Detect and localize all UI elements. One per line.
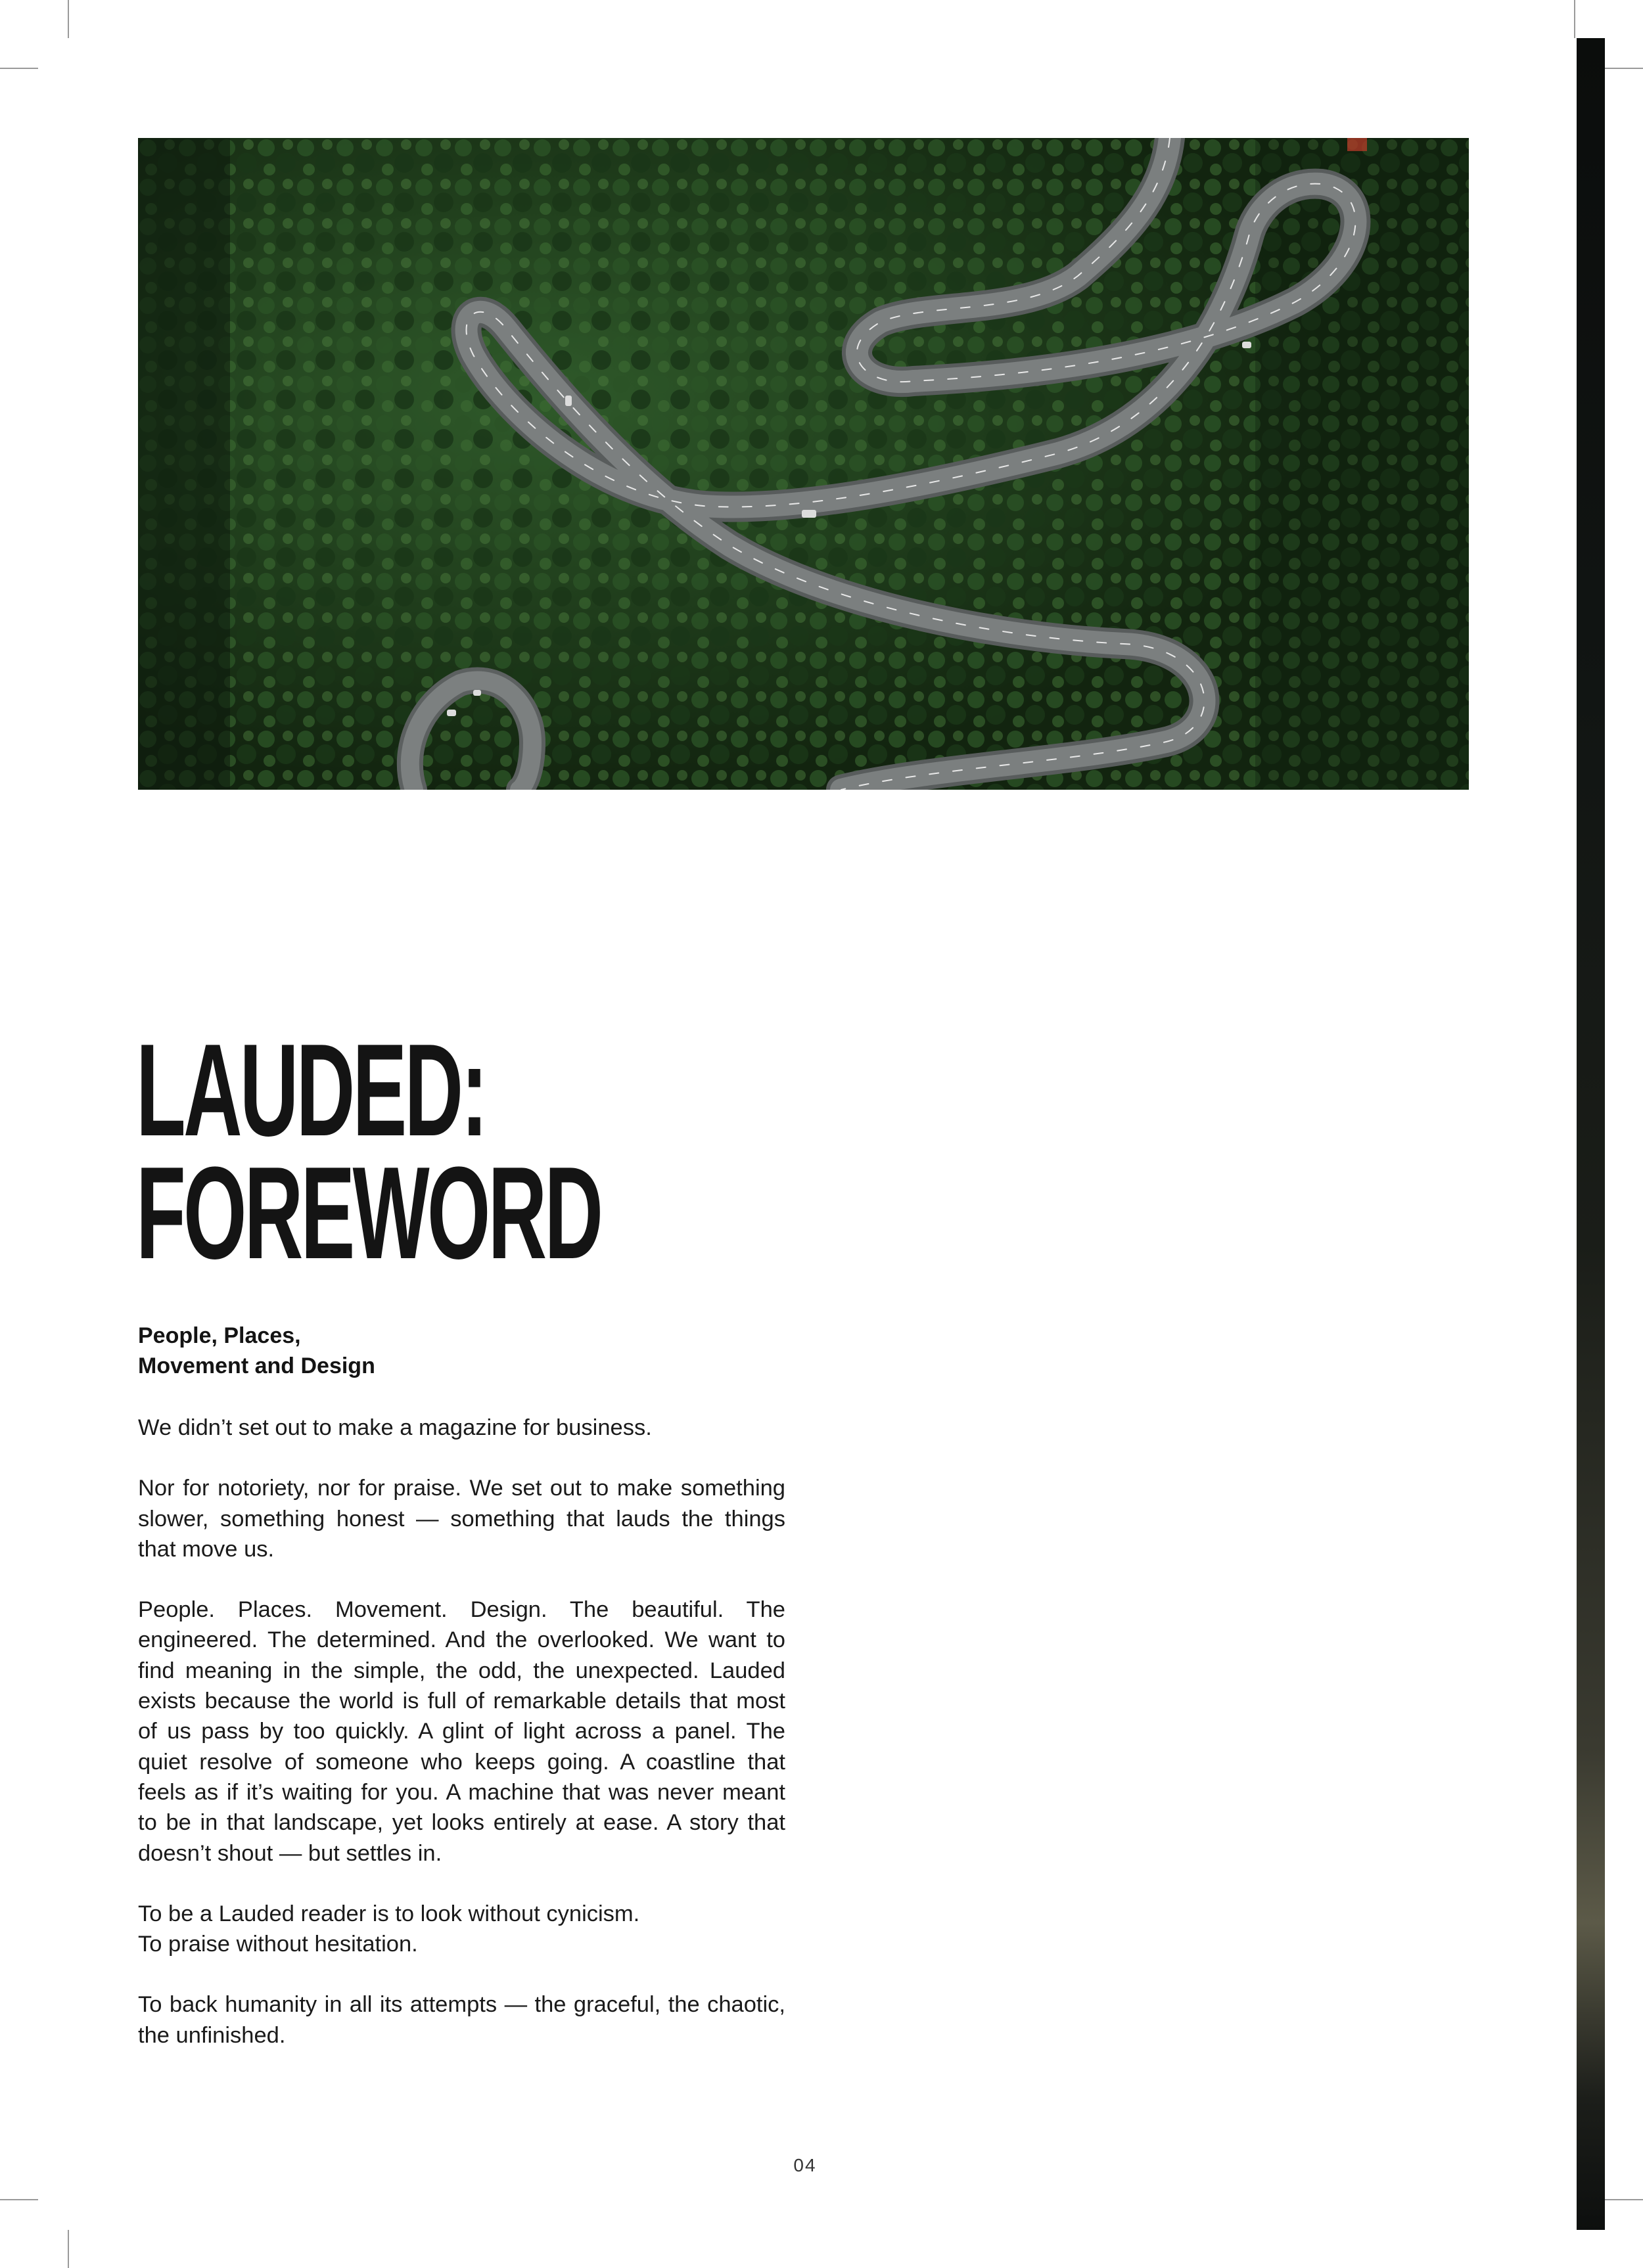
crop-mark xyxy=(1574,0,1575,38)
title-line-2: FOREWORD xyxy=(136,1140,601,1286)
aerial-road-photo xyxy=(138,138,1469,790)
foreword-body xyxy=(138,1413,785,2081)
crop-mark xyxy=(0,2199,38,2200)
page-number: 04 xyxy=(793,2155,817,2175)
crop-mark xyxy=(1605,2199,1643,2200)
paragraph: To praise without hesitation. xyxy=(138,1932,418,1957)
subtitle-line-1: People, Places, xyxy=(138,1323,301,1348)
crop-mark xyxy=(0,68,38,69)
winding-road-illustration xyxy=(138,138,1469,790)
facing-page-bleed xyxy=(1577,38,1605,2230)
paragraph: To be a Lauded reader is to look without cynicism. xyxy=(138,1901,640,1926)
paragraph: People. Places. Movement. Design. The beautiful. The engineered. The determined. And the overlooked. We want to find meaning in the simple, the odd, the unexpected. Lauded exists because the world is full of remarkable details that most of us pass by too quickly. A glint of light across a panel. The quiet resolve of someone who keeps going. A coastline that feels as if it’s waiting for you. A machine that was never meant to be in that landscape, yet looks entirely at ease. A story that doesn’t shout — but settles in. xyxy=(138,1597,785,1866)
crop-mark xyxy=(68,2230,69,2268)
paragraph: To back humanity in all its attempts — the graceful, the chaotic, the unfinished. xyxy=(138,1992,785,2048)
crop-mark xyxy=(1605,68,1643,69)
title-line-1: LAUDED: xyxy=(136,1017,486,1164)
page-title xyxy=(136,1017,601,1286)
subtitle xyxy=(138,1321,598,1381)
crop-mark xyxy=(68,0,69,38)
paragraph: We didn’t set out to make a magazine for business. xyxy=(138,1415,652,1440)
paragraph: Nor for notoriety, nor for praise. We set out to make something slower, something honest — something that lauds the things that move us. xyxy=(138,1476,785,1562)
subtitle-line-2: Movement and Design xyxy=(138,1353,375,1378)
